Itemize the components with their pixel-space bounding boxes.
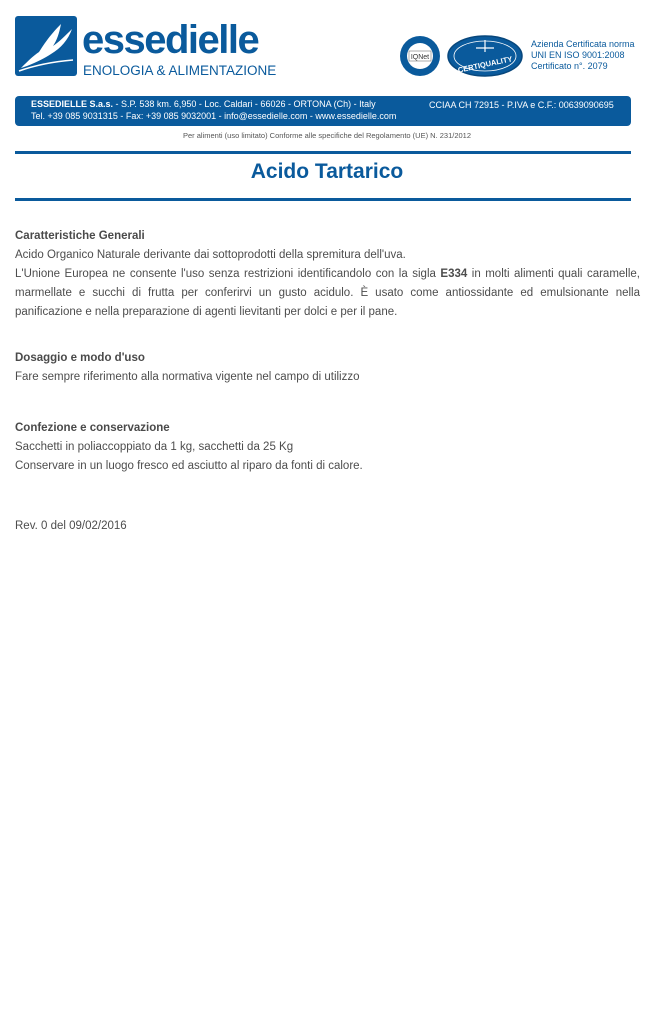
regulation-note: Per alimenti (uso limitato) Conforme alle specifiche del Regolamento (UE) N. 231/2012 [182,131,472,140]
page-title: Acido Tartarico [250,160,404,183]
dosage-text: Fare sempre riferimento alla normativa vigente nel campo di utilizzo [15,371,360,383]
bird-logo-icon [15,16,77,76]
company-logo [15,15,277,79]
additive-code: E334 [440,268,468,280]
iqnet-seal-icon [400,36,440,76]
brand-tagline: ENOLOGIA & ALIMENTAZIONE [83,63,277,78]
general-para-start: L'Unione Europea ne consente l'uso senza restrizioni identificandolo con la sigla [15,268,441,280]
general-line-1: Acido Organico Naturale derivante dai sottoprodotti della spremitura dell'uva. [15,249,406,261]
company-registry: CCIAA CH 72915 - P.IVA e C.F.: 00639090695 [429,100,614,110]
company-address-line [31,99,376,109]
company-contacts: Tel. +39 085 9031315 - Fax: +39 085 9032001 - info@essedielle.com - www.essedielle.com [31,111,397,121]
section-packaging [15,419,640,476]
certification-text [531,39,635,72]
section-dosage [15,349,640,387]
revision-note: Rev. 0 del 09/02/2016 [15,520,127,532]
cert-line-2: UNI EN ISO 9001:2008 [531,50,625,60]
section-heading: Confezione e conservazione [15,422,170,434]
company-address: - S.P. 538 km. 6,950 - Loc. Caldari - 66026 - ORTONA (Ch) - Italy [113,99,376,109]
svg-text:CERTIQUALITY: CERTIQUALITY [457,54,514,75]
section-heading: Dosaggio e modo d'uso [15,352,145,364]
cert-line-1: Azienda Certificata norma [531,39,635,49]
company-name: ESSEDIELLE S.a.s. [31,99,114,109]
section-general [15,227,640,322]
general-paragraph [15,265,640,322]
certiquality-seal-icon [448,36,522,76]
packaging-line-1: Sacchetti in poliaccoppiato da 1 kg, sacchetti da 25 Kg [15,441,294,453]
svg-text:IQNet: IQNet [410,54,430,61]
brand-name: essedielle [82,18,259,62]
general-para-end: in molti alimenti quali caramelle, marmellate e succhi di frutta per conferirvi un gusto acidulo. È usato come antiossidante ed emulsionante nella panificazione e nella preparazione di agenti lievitanti per dolci e per il pane. [15,268,640,318]
certification-logos [398,34,526,80]
cert-line-3: Certificato n°. 2079 [531,61,608,71]
title-bottom-rule [15,198,631,201]
packaging-line-2: Conservare in un luogo fresco ed asciutto al riparo da fonti di calore. [15,460,363,472]
section-heading: Caratteristiche Generali [15,230,145,242]
title-top-rule [15,151,631,154]
company-info-bar [15,96,631,126]
